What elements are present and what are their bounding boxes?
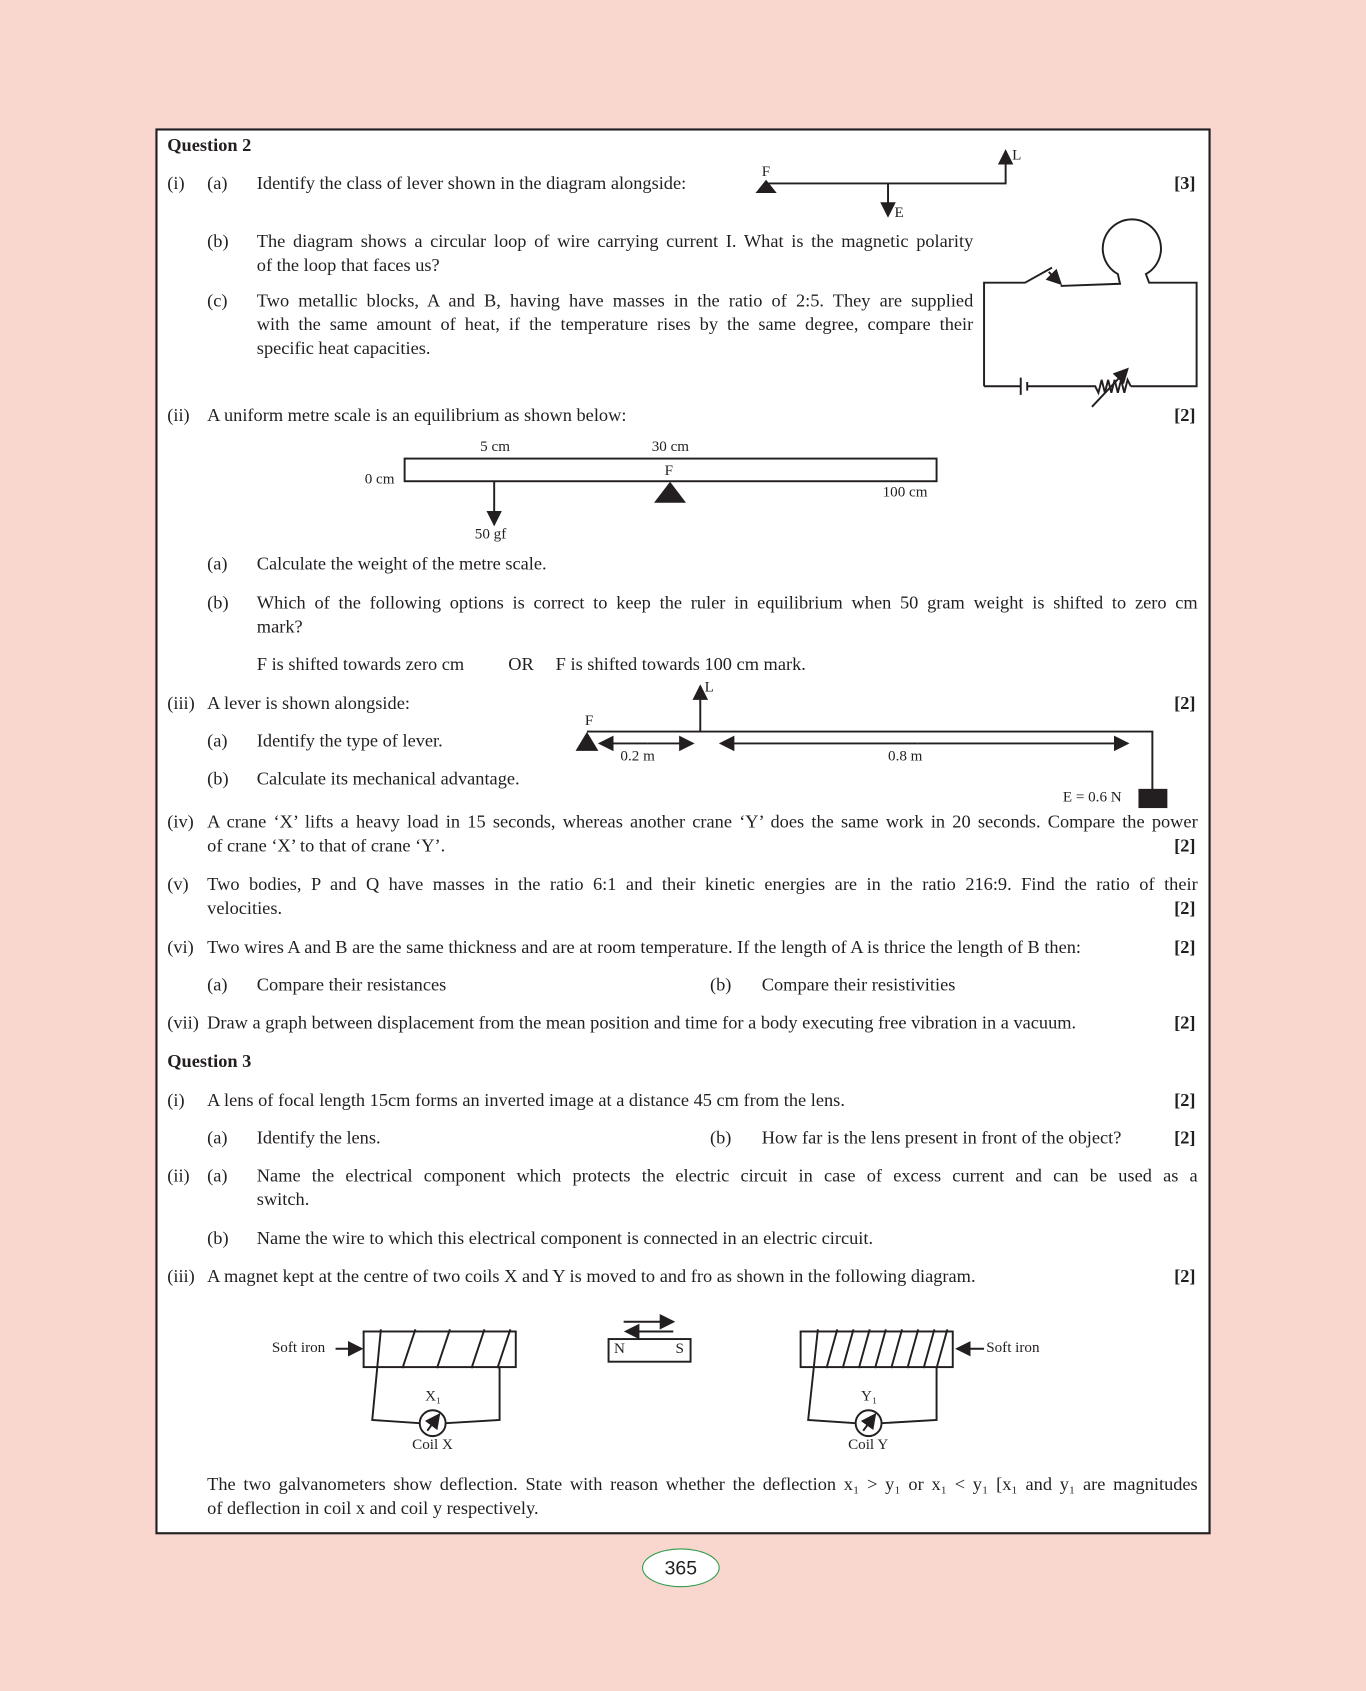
q2-v-line: Two bodies, P and Q have masses in the ratio 6:1 and their kinetic energies are in the ratio 216:9. Find the ratio of their [207, 873, 1198, 895]
q3-i-b-text: How far is the lens present in front of the object? [761, 1127, 1122, 1149]
scale-label-30cm: 30 cm [651, 439, 690, 456]
q3-iii-line: The two galvanometers show deflection. State with reason whether the deflection x₁ > y₁ or x₁ < y₁ [x₁ and y₁ are magnitudes [207, 1473, 1198, 1495]
q2-i-c-line: with the same amount of heat, if the temperature rises by the same degree, compare their [256, 313, 974, 335]
q2-iv-number: (iv) [167, 811, 194, 832]
q2-i-a-text: Identify the class of lever shown in the diagram alongside: [256, 172, 687, 194]
q3-ii-number: (ii) [167, 1165, 190, 1186]
marks: [3] [1174, 172, 1196, 194]
q2-iii-number: (iii) [167, 692, 195, 714]
q2-i-c-line: specific heat capacities. [256, 337, 431, 359]
coils-diagram [336, 1322, 984, 1436]
q3-ii-a-label: (a) [207, 1165, 228, 1186]
q2-i-b-line: The diagram shows a circular loop of wire carrying current I. What is the magnetic polarity [256, 230, 974, 252]
soft-iron-label-left: Soft iron [271, 1340, 326, 1357]
q2-iii-text: A lever is shown alongside: [207, 692, 410, 714]
q2-i-b-label: (b) [207, 230, 229, 252]
marks: [2] [1174, 1265, 1196, 1287]
q2-vi-a-label: (a) [207, 974, 228, 995]
q2-vi-b-label: (b) [709, 974, 732, 995]
galvanometer-x1-label: X₁ [425, 1388, 442, 1405]
lever-label-f: F [584, 713, 594, 730]
scale-label-5cm: 5 cm [480, 439, 510, 456]
q2-ii-text: A uniform metre scale is an equilibrium as shown below: [207, 404, 627, 426]
option-1: F is shifted towards zero cm [256, 653, 465, 675]
q3-i-a-label: (a) [207, 1127, 228, 1149]
q2-vi-b-text: Compare their resistivities [761, 974, 956, 995]
q2-ii-a-label: (a) [207, 553, 228, 575]
q2-ii-b-line: Which of the following options is correct to keep the ruler in equilibrium when 50 gram weight is shifted to zero cm [256, 592, 1198, 613]
q2-vii-text: Draw a graph between displacement from the mean position and time for a body executing free vibration in a vacuum. [207, 1012, 1077, 1033]
question-3-title: Question 3 [167, 1050, 252, 1072]
q2-iii-a-label: (a) [207, 730, 228, 751]
q2-iii-a-text: Identify the type of lever. [256, 730, 443, 751]
q2-vi-text: Two wires A and B are the same thickness and are at room temperature. If the length of A is thrice the length of B then: [207, 936, 1082, 958]
q2-i-c-line: Two metallic blocks, A and B, having have masses in the ratio of 2:5. They are supplied [256, 290, 974, 311]
q2-ii-b-line: mark? [256, 616, 303, 637]
q3-iii-text: A magnet kept at the centre of two coils X and Y is moved to and fro as shown in the following diagram. [207, 1265, 976, 1287]
option-2: F is shifted towards 100 cm mark. [555, 653, 806, 675]
lever-distance-2: 0.8 m [888, 748, 923, 766]
lever-label-l: L [704, 679, 714, 696]
marks: [2] [1174, 692, 1196, 714]
q2-vi-number: (vi) [167, 936, 194, 958]
fulcrum-icon [577, 734, 596, 750]
q3-i-a-text: Identify the lens. [256, 1127, 381, 1149]
q2-iii-b-text: Calculate its mechanical advantage. [256, 768, 520, 789]
q3-iii-line: of deflection in coil x and coil y respectively. [207, 1497, 539, 1519]
marks: [2] [1174, 404, 1196, 426]
q2-ii-number: (ii) [167, 404, 190, 426]
option-or: OR [508, 653, 534, 675]
q2-vii-number: (vii) [167, 1012, 199, 1033]
scale-label-weight: 50 gf [474, 526, 507, 543]
coil-y-label: Coil Y [848, 1437, 889, 1454]
marks: [2] [1174, 1127, 1196, 1149]
q2-ii-b-label: (b) [207, 592, 229, 613]
q3-iii-number: (iii) [167, 1265, 195, 1287]
q2-i-number: (i) [167, 172, 185, 194]
q2-v-number: (v) [167, 873, 189, 895]
magnet-n-label: N [613, 1341, 625, 1358]
soft-iron-label-right: Soft iron [986, 1340, 1040, 1357]
circuit-diagram [984, 219, 1197, 406]
question-2-title: Question 2 [167, 134, 252, 156]
q2-vi-a-text: Compare their resistances [256, 974, 447, 995]
marks: [2] [1174, 897, 1196, 919]
marks: [2] [1174, 936, 1196, 958]
page-number: 365 [642, 1548, 720, 1587]
q3-ii-b-text: Name the wire to which this electrical component is connected in an electric circuit. [256, 1227, 874, 1249]
q3-ii-a-line: Name the electrical component which protects the electric circuit in case of excess current and can be used as a [256, 1165, 1198, 1186]
q3-ii-a-line: switch. [256, 1189, 310, 1210]
fulcrum-icon [656, 483, 684, 501]
q2-iv-line: A crane ‘X’ lifts a heavy load in 15 seconds, whereas another crane ‘Y’ does the same work in 20 seconds. Compare the power [207, 811, 1198, 832]
q2-iv-line: of crane ‘X’ to that of crane ‘Y’. [207, 835, 446, 856]
q3-ii-b-label: (b) [207, 1227, 229, 1249]
q3-i-b-label: (b) [709, 1127, 732, 1149]
q2-i-b-line: of the loop that faces us? [256, 254, 440, 276]
galvanometer-y1-label: Y₁ [861, 1388, 878, 1405]
q3-i-text: A lens of focal length 15cm forms an inverted image at a distance 45 cm from the lens. [207, 1089, 845, 1111]
q2-iii-b-label: (b) [207, 768, 229, 789]
q2-v-line: velocities. [207, 897, 283, 919]
lever-effort-label: E = 0.6 N [1062, 789, 1122, 807]
lever-label-l: L [1012, 147, 1022, 165]
marks: [2] [1174, 1089, 1196, 1111]
marks: [2] [1174, 1012, 1196, 1033]
magnet-s-label: S [675, 1341, 684, 1358]
scale-label-100cm: 100 cm [882, 484, 928, 501]
lever-distance-1: 0.2 m [620, 748, 655, 766]
lever-label-e: E [894, 205, 904, 222]
q2-i-a-label: (a) [207, 172, 228, 194]
q2-i-c-label: (c) [207, 290, 228, 311]
lever-label-f: F [761, 164, 771, 181]
coil-x-label: Coil X [412, 1437, 453, 1454]
lever-diagram-class [757, 151, 1005, 216]
marks: [2] [1174, 835, 1196, 856]
scale-label-0cm: 0 cm [364, 471, 395, 488]
q2-ii-a-text: Calculate the weight of the metre scale. [256, 553, 547, 575]
q3-i-number: (i) [167, 1089, 185, 1111]
scale-label-f: F [664, 462, 674, 480]
